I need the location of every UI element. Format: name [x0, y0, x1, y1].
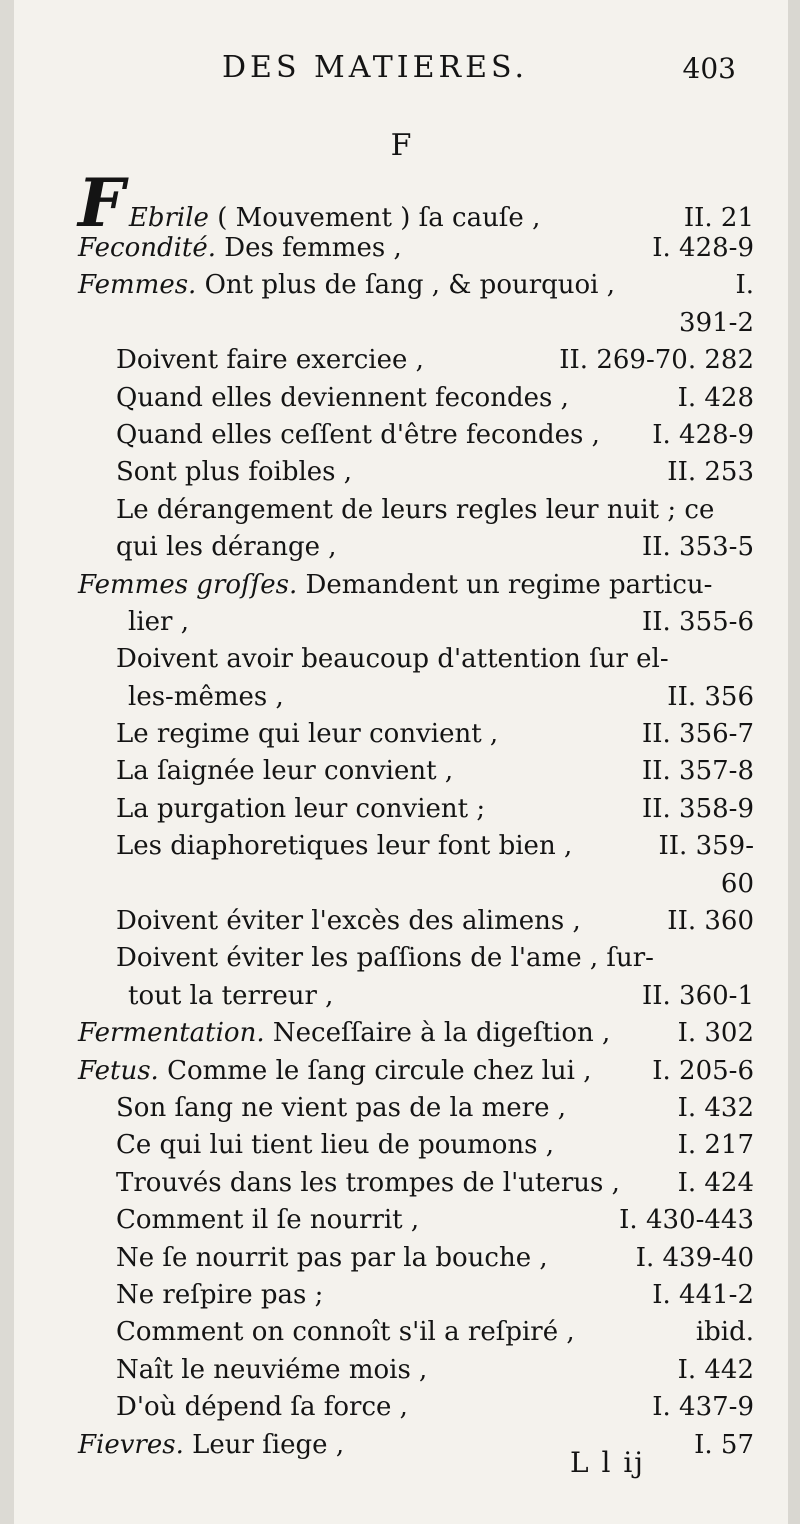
entry-text — [116, 1240, 548, 1277]
index-line — [78, 1314, 754, 1351]
index-line — [78, 1165, 754, 1202]
entry-term: Femmes groſſes. — [78, 569, 298, 600]
entry-text — [116, 940, 654, 977]
entry-page-ref: II. 360 — [667, 906, 754, 937]
entry-text — [116, 380, 569, 417]
entry-page-ref: I. 424 — [677, 1167, 754, 1198]
entry-page-ref: I. 437-9 — [652, 1392, 754, 1423]
entry-text — [116, 417, 600, 454]
entry-text — [116, 342, 424, 379]
index-line — [78, 1427, 754, 1464]
entry-description: Comme le ſang circule chez lui , — [158, 1055, 592, 1086]
entry-page-ref: I. 428 — [677, 382, 754, 413]
entry-text — [78, 1427, 344, 1464]
index-entries — [78, 164, 754, 1464]
index-line — [78, 342, 754, 379]
entry-text — [116, 828, 572, 865]
entry-page-ref: I. 430-443 — [619, 1205, 754, 1236]
entry-page-ref: ibid. — [695, 1317, 754, 1348]
index-line — [78, 679, 754, 716]
index-line — [78, 380, 754, 417]
entry-page-ref: 60 — [720, 868, 754, 899]
entry-term: Fievres. — [78, 1429, 184, 1460]
entry-description: Doivent avoir beaucoup d'attention ſur el- — [116, 644, 669, 675]
entry-description: Doivent faire exerciee , — [116, 345, 424, 376]
entry-description: Le dérangement de leurs regles leur nuit ; ce — [116, 494, 715, 525]
index-line — [78, 791, 754, 828]
index-line — [78, 305, 754, 342]
running-header — [14, 50, 788, 94]
index-line — [78, 828, 754, 865]
entry-page-ref: II. 356 — [667, 681, 754, 712]
index-line — [78, 454, 754, 491]
index-line — [78, 417, 754, 454]
index-line — [78, 492, 754, 529]
entry-page-ref: II. 359- — [658, 831, 754, 862]
entry-description: Demandent un regime particu- — [297, 569, 713, 600]
entry-description: Comment il ſe nourrit , — [116, 1205, 420, 1236]
entry-page-ref: II. 358-9 — [641, 793, 754, 824]
entry-description: D'où dépend ſa force , — [116, 1392, 408, 1423]
index-line — [78, 716, 754, 753]
entry-text — [116, 716, 498, 753]
entry-description: tout la terreur , — [128, 980, 334, 1011]
entry-text — [78, 567, 712, 604]
index-line — [78, 1277, 754, 1314]
index-line — [78, 1053, 754, 1090]
entry-text — [116, 454, 352, 491]
entry-page-ref: II. 355-6 — [641, 606, 754, 637]
index-line — [78, 978, 754, 1015]
entry-description: Ce qui lui tient lieu de poumons , — [116, 1130, 555, 1161]
index-line — [78, 753, 754, 790]
entry-description: Naît le neuviéme mois , — [116, 1354, 428, 1385]
entry-description: Quand elles ceſſent d'être fecondes , — [116, 419, 600, 450]
entry-description: Doivent éviter l'excès des alimens , — [116, 906, 581, 937]
entry-page-ref: I. 217 — [677, 1130, 754, 1161]
entry-description: qui les dérange , — [116, 532, 337, 563]
entry-page-ref: I. 57 — [694, 1429, 754, 1460]
drop-cap: F — [78, 164, 125, 242]
index-line — [78, 1015, 754, 1052]
entry-term: Fermentation. — [78, 1018, 265, 1049]
index-line — [78, 604, 754, 641]
entry-page-ref: I. 428-9 — [652, 419, 754, 450]
signature-mark: L l ij — [570, 1446, 645, 1479]
entry-text — [116, 641, 669, 678]
entry-description: Le regime qui leur convient , — [116, 719, 499, 750]
entry-text — [116, 1090, 566, 1127]
entry-description: Trouvés dans les trompes de l'uterus , — [116, 1167, 620, 1198]
entry-description: Son ſang ne vient pas de la mere , — [116, 1092, 567, 1123]
entry-text — [78, 230, 402, 267]
entry-text — [116, 1389, 408, 1426]
entry-description: Ne reſpire pas ; — [116, 1279, 324, 1310]
entry-description: Des femmes , — [216, 233, 402, 263]
section-letter: F — [390, 128, 412, 163]
entry-page-ref: I. 428-9 — [652, 233, 754, 263]
index-line — [78, 1352, 754, 1389]
entry-page-ref: II. 269-70. 282 — [559, 345, 754, 376]
entry-description: les-mêmes , — [128, 681, 284, 712]
entry-page-ref: I. 432 — [677, 1092, 754, 1123]
entry-description: Ont plus de ſang , & pourquoi , — [196, 270, 616, 301]
index-line — [78, 1202, 754, 1239]
index-line — [78, 1090, 754, 1127]
entry-term: Femmes. — [78, 270, 197, 301]
index-line — [78, 164, 754, 242]
entry-text — [116, 1127, 554, 1164]
entry-page-ref: I. 439-40 — [635, 1242, 754, 1273]
entry-text — [128, 679, 284, 716]
entry-text — [116, 1165, 620, 1202]
entry-page-ref: I. 302 — [677, 1018, 754, 1049]
entry-term: Ebrile — [128, 203, 209, 233]
entry-text — [116, 753, 453, 790]
entry-term: Fecondité. — [78, 233, 217, 263]
entry-description: Leur ſiege , — [183, 1429, 345, 1460]
header-title: DES MATIERES. — [222, 50, 529, 85]
entry-page-ref: II. 360-1 — [641, 980, 754, 1011]
entry-text — [78, 1053, 591, 1090]
page-number: 403 — [682, 52, 736, 85]
entry-text — [116, 529, 337, 566]
entry-text — [116, 1202, 419, 1239]
entry-description: Comment on connoît s'il a reſpiré , — [116, 1317, 575, 1348]
entry-text — [116, 1314, 575, 1351]
entry-text — [128, 978, 333, 1015]
entry-text — [128, 604, 189, 641]
index-line — [78, 567, 754, 604]
entry-text — [116, 1277, 323, 1314]
entry-page-ref: II. 21 — [683, 203, 754, 233]
entry-term: Fetus. — [78, 1055, 159, 1086]
entry-description: Doivent éviter les paſſions de l'ame , ſur- — [116, 943, 654, 974]
index-line — [78, 1127, 754, 1164]
entry-text — [116, 791, 485, 828]
entry-description: Les diaphoretiques leur font bien , — [116, 831, 573, 862]
index-line — [78, 1240, 754, 1277]
entry-description: La purgation leur convient ; — [116, 793, 486, 824]
index-line — [78, 940, 754, 977]
entry-page-ref: I. 205-6 — [652, 1055, 754, 1086]
entry-description: Ne ſe nourrit pas par la bouche , — [116, 1242, 548, 1273]
entry-page-ref: 391-2 — [679, 307, 754, 338]
entry-page-ref: I. 441-2 — [652, 1279, 754, 1310]
entry-page-ref: II. 357-8 — [641, 756, 754, 787]
entry-description: ( Mouvement ) ſa cauſe , — [208, 203, 541, 233]
index-line — [78, 1389, 754, 1426]
entry-text — [78, 1015, 610, 1052]
entry-page-ref: II. 353-5 — [641, 532, 754, 563]
entry-text — [116, 903, 581, 940]
entry-description: lier , — [128, 606, 189, 637]
entry-page-ref: II. 253 — [667, 457, 754, 488]
entry-page-ref: I. 442 — [677, 1354, 754, 1385]
index-line — [78, 641, 754, 678]
index-line — [78, 267, 754, 304]
entry-text — [116, 492, 714, 529]
entry-text — [116, 1352, 427, 1389]
entry-page-ref: II. 356-7 — [641, 719, 754, 750]
index-line — [78, 529, 754, 566]
entry-description: La ſaignée leur convient , — [116, 756, 454, 787]
entry-page-ref: I. — [735, 270, 754, 301]
index-line — [78, 866, 754, 903]
entry-description: Quand elles deviennent fecondes , — [116, 382, 569, 413]
entry-text — [78, 267, 615, 304]
entry-description: Sont plus foibles , — [116, 457, 353, 488]
index-line — [78, 903, 754, 940]
entry-description: Neceſſaire à la digeſtion , — [264, 1018, 611, 1049]
